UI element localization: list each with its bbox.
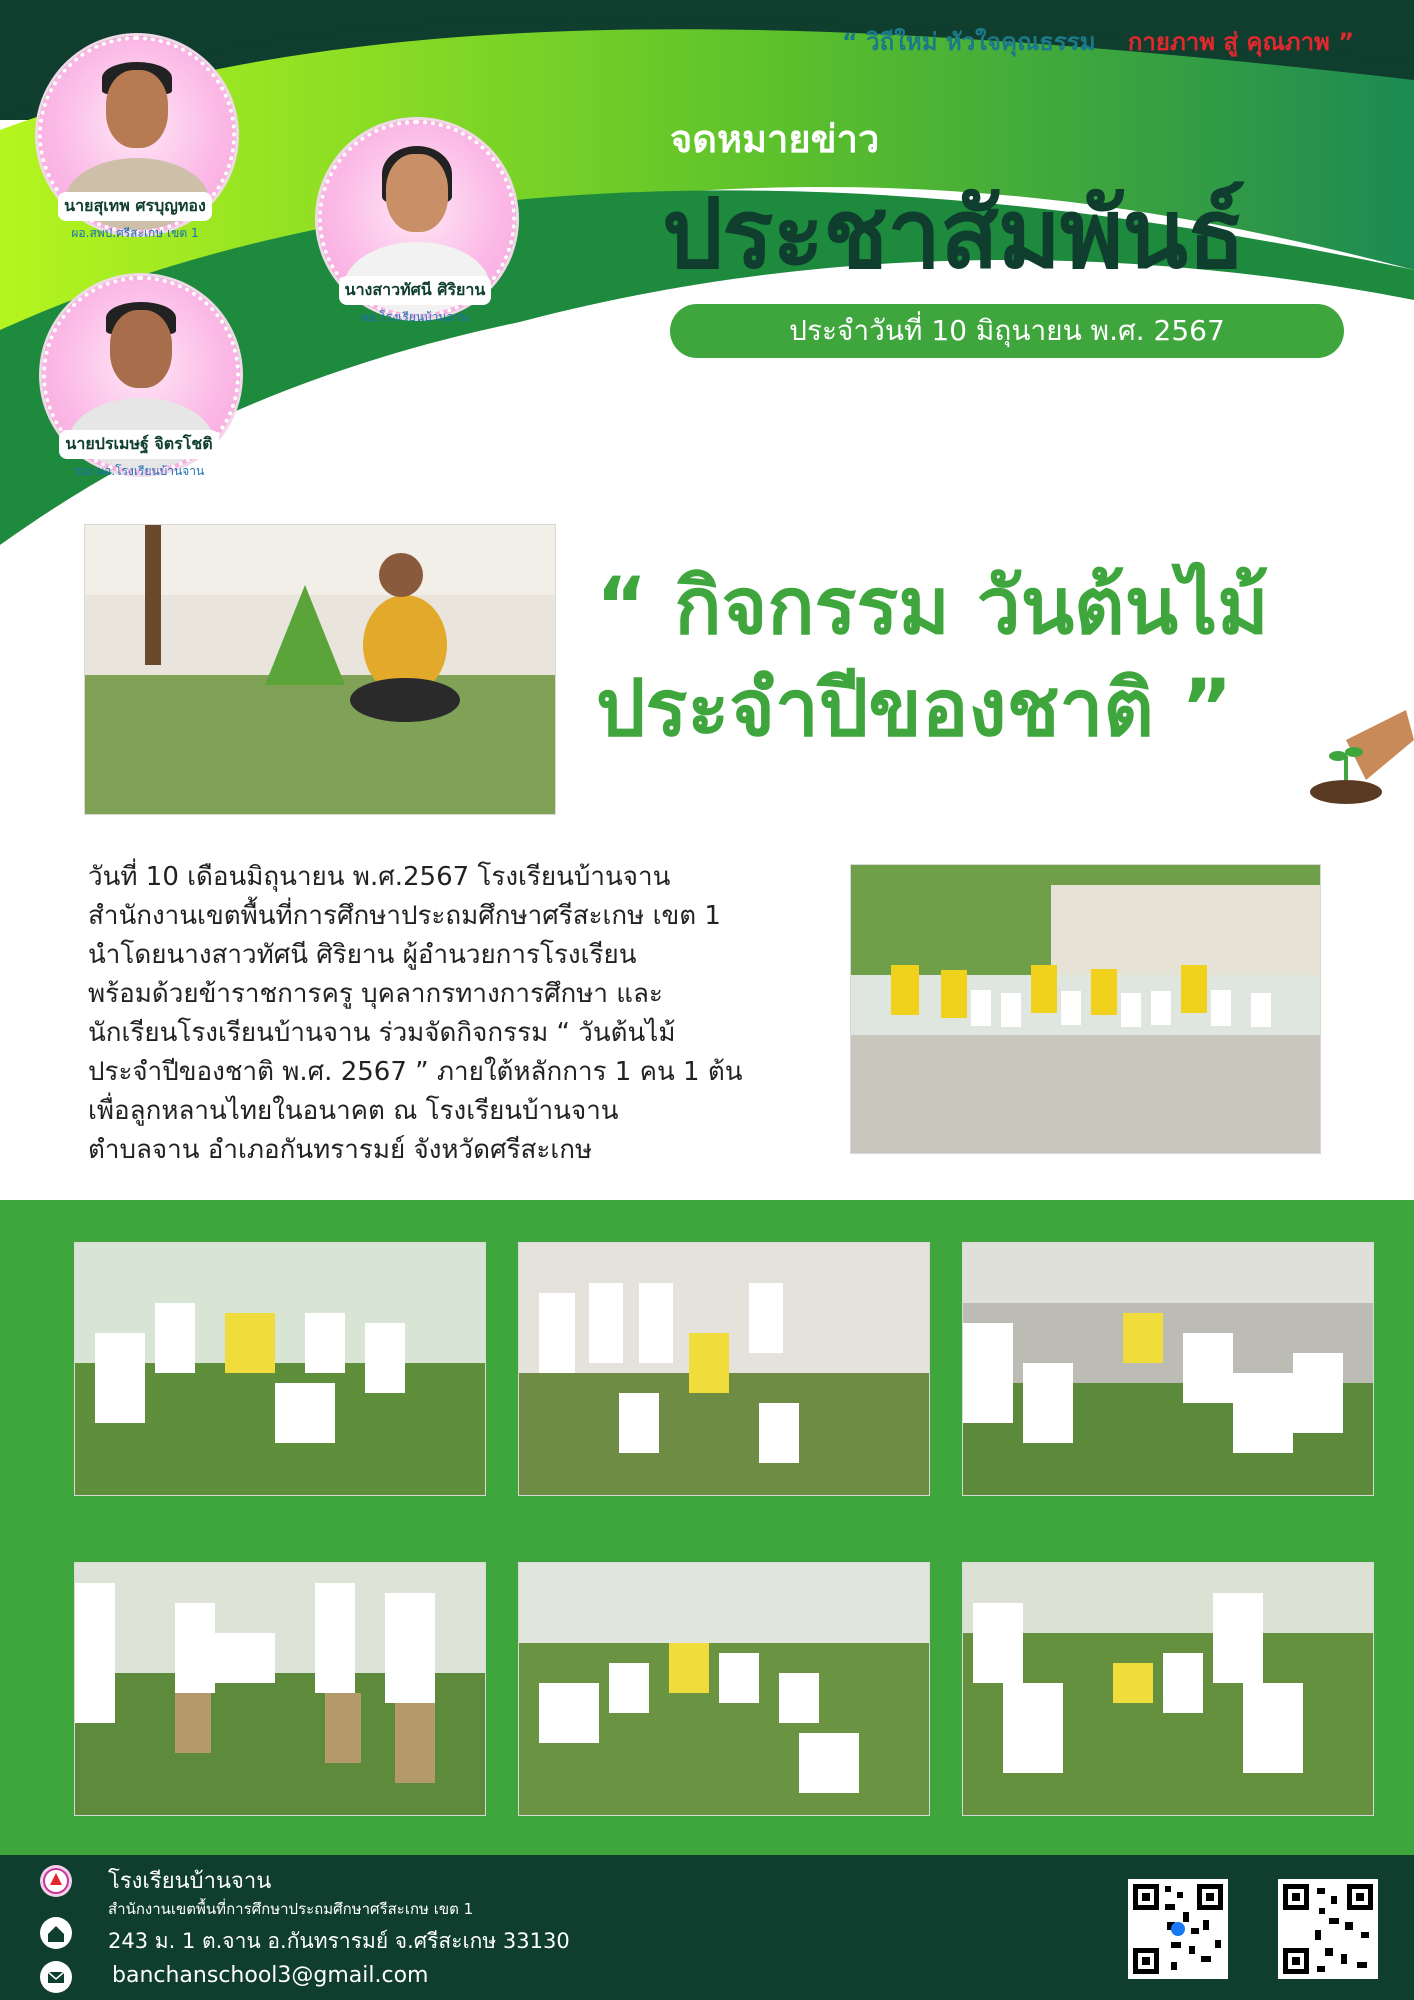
gallery-photo-2 bbox=[518, 1242, 930, 1496]
school-email[interactable]: banchanschool3@gmail.com bbox=[112, 1963, 429, 1988]
official-3-name: นายปรเมษฐ์ จิตรโชติ bbox=[59, 430, 218, 459]
official-3-caption bbox=[24, 430, 254, 481]
newsletter-kicker: จดหมายข่าว bbox=[670, 117, 880, 161]
body-line: ประจำปีของชาติ พ.ศ. 2567 ” ภายใต้หลักการ 1 คน 1 ต้น bbox=[88, 1057, 743, 1087]
activity-title bbox=[596, 556, 1269, 760]
official-1-caption bbox=[20, 192, 250, 243]
official-3-position: รอง ผอ.โรงเรียนบ้านจาน bbox=[73, 464, 205, 478]
group-photo bbox=[850, 864, 1321, 1154]
slogan-part2: กายภาพ สู่ คุณภาพ ” bbox=[1127, 28, 1354, 56]
official-2-position: ผอ.โรงเรียนบ้านจาน bbox=[361, 310, 469, 324]
school-office: สำนักงานเขตพื้นที่การศึกษาประถมศึกษาศรีสะเกษ เขต 1 bbox=[108, 1900, 474, 1918]
footer bbox=[0, 1855, 1414, 2000]
main-photo-teacher-planting bbox=[84, 524, 556, 815]
activity-title-line1: “ กิจกรรม วันต้นไม้ bbox=[596, 562, 1269, 652]
hand-planting-icon bbox=[1306, 700, 1414, 808]
qr-code-icon[interactable] bbox=[1128, 1879, 1228, 1979]
official-2-caption bbox=[300, 276, 530, 327]
email-icon bbox=[40, 1961, 72, 1993]
home-icon bbox=[40, 1917, 72, 1949]
gallery-photo-6 bbox=[962, 1562, 1374, 1816]
qr-code-icon[interactable] bbox=[1278, 1879, 1378, 1979]
official-1-position: ผอ.สพป.ศรีสะเกษ เขต 1 bbox=[71, 226, 199, 240]
official-2-name: นางสาวทัศนี ศิริยาน bbox=[339, 276, 492, 305]
article-body bbox=[88, 858, 838, 1170]
body-line: พร้อมด้วยข้าราชการครู บุคลากรทางการศึกษา และ bbox=[88, 979, 663, 1009]
page-title: ประชาสัมพันธ์ bbox=[662, 178, 1245, 290]
official-1-name: นายสุเทพ ศรบุญทอง bbox=[58, 192, 212, 221]
gallery-photo-1 bbox=[74, 1242, 486, 1496]
gallery-photo-3 bbox=[962, 1242, 1374, 1496]
gallery-photo-5 bbox=[518, 1562, 930, 1816]
body-line: เพื่อลูกหลานไทยในอนาคต ณ โรงเรียนบ้านจาน bbox=[88, 1096, 619, 1126]
body-line: วันที่ 10 เดือนมิถุนายน พ.ศ.2567 โรงเรียนบ้านจาน bbox=[88, 862, 671, 892]
body-line: สำนักงานเขตพื้นที่การศึกษาประถมศึกษาศรีสะเกษ เขต 1 bbox=[88, 901, 721, 931]
school-logo-icon bbox=[40, 1865, 72, 1897]
body-line: ตำบลจาน อำเภอกันทรารมย์ จังหวัดศรีสะเกษ bbox=[88, 1135, 593, 1165]
date-banner: ประจำวันที่ 10 มิถุนายน พ.ศ. 2567 bbox=[670, 304, 1344, 358]
slogan-part1: “ วิถีใหม่ หัวใจคุณธรรม bbox=[842, 28, 1096, 56]
body-line: นำโดยนางสาวทัศนี ศิริยาน ผู้อำนวยการโรงเรียน bbox=[88, 940, 637, 970]
slogan bbox=[842, 22, 1354, 61]
activity-title-line2: ประจำปีของชาติ ” bbox=[596, 664, 1233, 754]
school-address: 243 ม. 1 ต.จาน อ.กันทรารมย์ จ.ศรีสะเกษ 33130 bbox=[108, 1929, 570, 1953]
gallery-photo-4 bbox=[74, 1562, 486, 1816]
school-name: โรงเรียนบ้านจาน bbox=[108, 1869, 272, 1894]
body-line: นักเรียนโรงเรียนบ้านจาน ร่วมจัดกิจกรรม “ วันต้นไม้ bbox=[88, 1018, 676, 1048]
